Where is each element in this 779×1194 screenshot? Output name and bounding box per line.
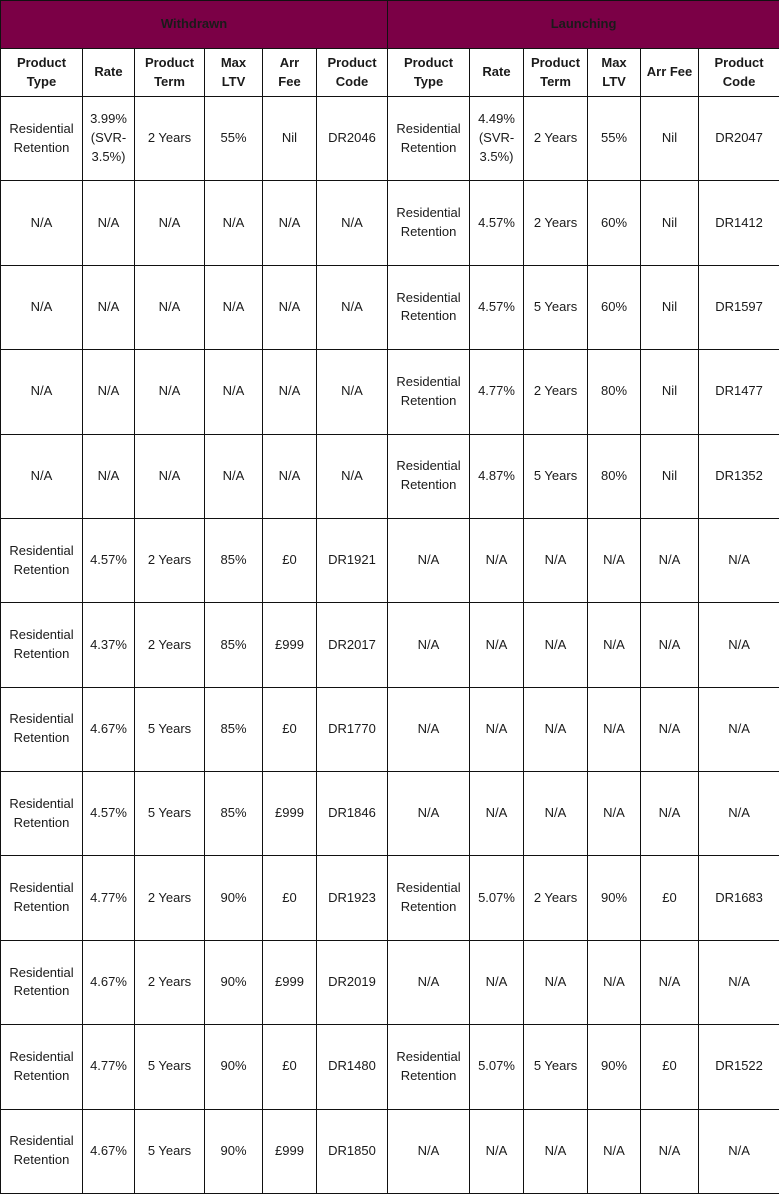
table-row <box>1 687 779 771</box>
table-cell-withdrawn-arr-fee: £0 <box>263 518 317 602</box>
table-cell-withdrawn-product-term: 2 Years <box>135 940 205 1024</box>
table-cell-withdrawn-arr-fee: N/A <box>263 181 317 265</box>
table-cell-launching-product-code: N/A <box>699 603 779 687</box>
column-header-withdrawn-rate: Rate <box>83 49 135 97</box>
table-cell-launching-product-term: 5 Years <box>524 1025 588 1109</box>
table-cell-launching-product-term: N/A <box>524 940 588 1024</box>
table-cell-launching-product-type: N/A <box>388 940 470 1024</box>
table-cell-launching-rate: 4.87% <box>470 434 524 518</box>
table-cell-withdrawn-product-type: Residential Retention <box>1 772 83 856</box>
table-row <box>1 603 779 687</box>
table-cell-launching-product-code: DR1683 <box>699 856 779 940</box>
table-cell-withdrawn-rate: 4.57% <box>83 772 135 856</box>
table-cell-withdrawn-product-term: 2 Years <box>135 603 205 687</box>
table-cell-launching-product-code: DR1522 <box>699 1025 779 1109</box>
table-cell-withdrawn-product-code: DR2017 <box>317 603 388 687</box>
table-cell-withdrawn-product-term: 2 Years <box>135 97 205 181</box>
table-cell-withdrawn-product-type: N/A <box>1 350 83 434</box>
table-cell-withdrawn-product-term: N/A <box>135 181 205 265</box>
table-cell-withdrawn-max-ltv: N/A <box>205 434 263 518</box>
table-cell-launching-arr-fee: N/A <box>641 518 699 602</box>
table-cell-launching-rate: 4.57% <box>470 181 524 265</box>
table-cell-launching-max-ltv: 90% <box>588 1025 641 1109</box>
table-cell-launching-arr-fee: £0 <box>641 856 699 940</box>
table-cell-withdrawn-max-ltv: N/A <box>205 265 263 349</box>
table-cell-withdrawn-max-ltv: 55% <box>205 97 263 181</box>
column-header-launching-product-type: Product Type <box>388 49 470 97</box>
table-cell-withdrawn-product-code: DR1846 <box>317 772 388 856</box>
table-cell-launching-product-term: 2 Years <box>524 350 588 434</box>
table-cell-launching-rate: N/A <box>470 1109 524 1194</box>
table-cell-withdrawn-product-type: N/A <box>1 181 83 265</box>
table-cell-launching-max-ltv: 60% <box>588 181 641 265</box>
table-cell-withdrawn-product-code: DR1923 <box>317 856 388 940</box>
table-cell-launching-product-term: N/A <box>524 687 588 771</box>
table-cell-launching-rate: N/A <box>470 940 524 1024</box>
table-cell-withdrawn-rate: 4.67% <box>83 687 135 771</box>
table-cell-withdrawn-product-code: N/A <box>317 434 388 518</box>
table-cell-launching-arr-fee: Nil <box>641 181 699 265</box>
table-cell-launching-arr-fee: Nil <box>641 265 699 349</box>
table-cell-launching-product-code: DR1597 <box>699 265 779 349</box>
table-cell-withdrawn-product-term: 5 Years <box>135 1025 205 1109</box>
table-cell-withdrawn-product-type: N/A <box>1 265 83 349</box>
table-cell-withdrawn-product-code: DR2019 <box>317 940 388 1024</box>
table-cell-launching-product-code: DR1352 <box>699 434 779 518</box>
table-cell-withdrawn-product-type: Residential Retention <box>1 1025 83 1109</box>
table-cell-withdrawn-max-ltv: 90% <box>205 856 263 940</box>
table-cell-withdrawn-max-ltv: 85% <box>205 518 263 602</box>
table-cell-withdrawn-arr-fee: £999 <box>263 1109 317 1194</box>
table-cell-withdrawn-arr-fee: £0 <box>263 1025 317 1109</box>
table-cell-withdrawn-product-code: DR1850 <box>317 1109 388 1194</box>
column-header-withdrawn-max-ltv: Max LTV <box>205 49 263 97</box>
table-cell-launching-max-ltv: 80% <box>588 350 641 434</box>
table-cell-withdrawn-arr-fee: £999 <box>263 940 317 1024</box>
table-cell-launching-product-type: N/A <box>388 603 470 687</box>
table-cell-withdrawn-product-type: Residential Retention <box>1 1109 83 1194</box>
table-cell-launching-rate: 4.77% <box>470 350 524 434</box>
table-cell-withdrawn-rate: 4.77% <box>83 856 135 940</box>
table-cell-withdrawn-product-term: N/A <box>135 350 205 434</box>
table-cell-withdrawn-max-ltv: 90% <box>205 940 263 1024</box>
table-cell-withdrawn-product-code: DR1921 <box>317 518 388 602</box>
table-row <box>1 181 779 265</box>
table-cell-launching-product-type: Residential Retention <box>388 1025 470 1109</box>
table-cell-withdrawn-product-term: 5 Years <box>135 1109 205 1194</box>
table-cell-withdrawn-arr-fee: £0 <box>263 687 317 771</box>
column-header-launching-product-term: Product Term <box>524 49 588 97</box>
table-cell-withdrawn-product-code: N/A <box>317 265 388 349</box>
table-body <box>1 97 779 1194</box>
table-cell-launching-product-code: N/A <box>699 687 779 771</box>
table-cell-withdrawn-max-ltv: N/A <box>205 350 263 434</box>
table-cell-launching-product-type: Residential Retention <box>388 97 470 181</box>
table-cell-withdrawn-product-type: Residential Retention <box>1 940 83 1024</box>
table-cell-launching-rate: 4.49% (SVR- 3.5%) <box>470 97 524 181</box>
table-cell-withdrawn-product-term: 2 Years <box>135 856 205 940</box>
table-row <box>1 97 779 181</box>
table-cell-launching-product-code: DR2047 <box>699 97 779 181</box>
table-cell-launching-arr-fee: N/A <box>641 687 699 771</box>
column-header-row <box>1 49 779 97</box>
table-cell-launching-product-code: N/A <box>699 518 779 602</box>
table-cell-launching-product-code: N/A <box>699 1109 779 1194</box>
table-cell-launching-arr-fee: N/A <box>641 940 699 1024</box>
table-cell-launching-product-type: N/A <box>388 1109 470 1194</box>
table-row <box>1 1109 779 1194</box>
table-cell-launching-max-ltv: N/A <box>588 603 641 687</box>
column-header-withdrawn-product-term: Product Term <box>135 49 205 97</box>
table-cell-withdrawn-product-type: N/A <box>1 434 83 518</box>
table-cell-withdrawn-max-ltv: N/A <box>205 181 263 265</box>
table-cell-withdrawn-arr-fee: N/A <box>263 265 317 349</box>
table-cell-withdrawn-arr-fee: Nil <box>263 97 317 181</box>
table-cell-launching-rate: N/A <box>470 772 524 856</box>
column-header-withdrawn-product-code: Product Code <box>317 49 388 97</box>
table-cell-withdrawn-product-code: DR1480 <box>317 1025 388 1109</box>
table-row <box>1 518 779 602</box>
table-cell-withdrawn-max-ltv: 90% <box>205 1025 263 1109</box>
table-cell-launching-arr-fee: N/A <box>641 603 699 687</box>
table-cell-launching-product-term: 2 Years <box>524 97 588 181</box>
table-cell-launching-product-term: 2 Years <box>524 856 588 940</box>
table-cell-launching-arr-fee: Nil <box>641 350 699 434</box>
table-row <box>1 940 779 1024</box>
column-header-launching-rate: Rate <box>470 49 524 97</box>
section-title-withdrawn: Withdrawn <box>1 1 388 49</box>
table-cell-withdrawn-rate: 4.37% <box>83 603 135 687</box>
table-cell-withdrawn-rate: N/A <box>83 434 135 518</box>
table-cell-withdrawn-max-ltv: 90% <box>205 1109 263 1194</box>
column-header-withdrawn-product-type: Product Type <box>1 49 83 97</box>
table-cell-launching-product-term: N/A <box>524 603 588 687</box>
table-cell-launching-arr-fee: £0 <box>641 1025 699 1109</box>
table-cell-withdrawn-product-code: DR1770 <box>317 687 388 771</box>
table-cell-launching-product-type: N/A <box>388 687 470 771</box>
table-cell-launching-rate: 4.57% <box>470 265 524 349</box>
table-row <box>1 350 779 434</box>
table-cell-withdrawn-rate: 4.57% <box>83 518 135 602</box>
table-cell-launching-rate: N/A <box>470 603 524 687</box>
table-cell-launching-product-term: N/A <box>524 772 588 856</box>
table-cell-launching-rate: N/A <box>470 518 524 602</box>
table-cell-withdrawn-arr-fee: £999 <box>263 772 317 856</box>
table-cell-launching-product-type: Residential Retention <box>388 265 470 349</box>
table-cell-withdrawn-arr-fee: £999 <box>263 603 317 687</box>
table-cell-withdrawn-arr-fee: N/A <box>263 434 317 518</box>
table-cell-withdrawn-product-type: Residential Retention <box>1 603 83 687</box>
column-header-launching-arr-fee: Arr Fee <box>641 49 699 97</box>
table-cell-withdrawn-rate: 4.67% <box>83 940 135 1024</box>
table-cell-withdrawn-product-term: N/A <box>135 434 205 518</box>
table-cell-launching-product-type: N/A <box>388 772 470 856</box>
table-cell-launching-max-ltv: N/A <box>588 687 641 771</box>
table-row <box>1 856 779 940</box>
table-cell-launching-product-term: 5 Years <box>524 265 588 349</box>
table-cell-withdrawn-arr-fee: £0 <box>263 856 317 940</box>
table-cell-launching-product-code: DR1412 <box>699 181 779 265</box>
table-cell-withdrawn-max-ltv: 85% <box>205 603 263 687</box>
table-cell-launching-max-ltv: 80% <box>588 434 641 518</box>
table-cell-launching-arr-fee: Nil <box>641 434 699 518</box>
table-cell-withdrawn-product-code: N/A <box>317 181 388 265</box>
table-cell-withdrawn-product-term: 5 Years <box>135 687 205 771</box>
table-cell-withdrawn-rate: 4.67% <box>83 1109 135 1194</box>
table-cell-withdrawn-rate: N/A <box>83 265 135 349</box>
table-cell-launching-rate: N/A <box>470 687 524 771</box>
section-title-launching: Launching <box>388 1 779 49</box>
table-cell-launching-max-ltv: N/A <box>588 940 641 1024</box>
table-cell-launching-product-type: Residential Retention <box>388 434 470 518</box>
table-cell-launching-product-type: Residential Retention <box>388 856 470 940</box>
column-header-launching-max-ltv: Max LTV <box>588 49 641 97</box>
table-cell-withdrawn-rate: 3.99% (SVR- 3.5%) <box>83 97 135 181</box>
table-cell-withdrawn-product-type: Residential Retention <box>1 518 83 602</box>
table-cell-launching-product-term: N/A <box>524 518 588 602</box>
table-row <box>1 434 779 518</box>
table-cell-withdrawn-rate: N/A <box>83 350 135 434</box>
table-cell-withdrawn-product-type: Residential Retention <box>1 856 83 940</box>
column-header-withdrawn-arr-fee: Arr Fee <box>263 49 317 97</box>
column-header-launching-product-code: Product Code <box>699 49 779 97</box>
table-cell-launching-max-ltv: 55% <box>588 97 641 181</box>
table-cell-withdrawn-max-ltv: 85% <box>205 772 263 856</box>
table-cell-launching-product-term: N/A <box>524 1109 588 1194</box>
table-row <box>1 772 779 856</box>
table-cell-launching-product-type: Residential Retention <box>388 350 470 434</box>
table-cell-launching-arr-fee: N/A <box>641 1109 699 1194</box>
table-cell-withdrawn-rate: 4.77% <box>83 1025 135 1109</box>
table-row <box>1 265 779 349</box>
section-header-row <box>1 1 779 49</box>
table-cell-launching-rate: 5.07% <box>470 1025 524 1109</box>
table-row <box>1 1025 779 1109</box>
table-cell-launching-max-ltv: N/A <box>588 1109 641 1194</box>
table-cell-launching-product-type: N/A <box>388 518 470 602</box>
table-cell-withdrawn-product-term: N/A <box>135 265 205 349</box>
table-cell-launching-max-ltv: 60% <box>588 265 641 349</box>
table-cell-withdrawn-product-type: Residential Retention <box>1 687 83 771</box>
table-cell-launching-max-ltv: N/A <box>588 772 641 856</box>
table-cell-withdrawn-max-ltv: 85% <box>205 687 263 771</box>
table-cell-launching-rate: 5.07% <box>470 856 524 940</box>
table-cell-withdrawn-product-code: DR2046 <box>317 97 388 181</box>
table-cell-launching-max-ltv: 90% <box>588 856 641 940</box>
table-cell-launching-product-term: 5 Years <box>524 434 588 518</box>
table-cell-withdrawn-product-type: Residential Retention <box>1 97 83 181</box>
table-cell-withdrawn-rate: N/A <box>83 181 135 265</box>
table-cell-launching-arr-fee: Nil <box>641 97 699 181</box>
table-cell-launching-product-type: Residential Retention <box>388 181 470 265</box>
table-cell-launching-product-code: DR1477 <box>699 350 779 434</box>
table-cell-withdrawn-product-term: 2 Years <box>135 518 205 602</box>
table-cell-launching-arr-fee: N/A <box>641 772 699 856</box>
table-cell-launching-product-code: N/A <box>699 940 779 1024</box>
table-cell-launching-product-term: 2 Years <box>524 181 588 265</box>
table-cell-withdrawn-product-code: N/A <box>317 350 388 434</box>
table-cell-launching-product-code: N/A <box>699 772 779 856</box>
table-cell-withdrawn-arr-fee: N/A <box>263 350 317 434</box>
table-cell-withdrawn-product-term: 5 Years <box>135 772 205 856</box>
table-cell-launching-max-ltv: N/A <box>588 518 641 602</box>
